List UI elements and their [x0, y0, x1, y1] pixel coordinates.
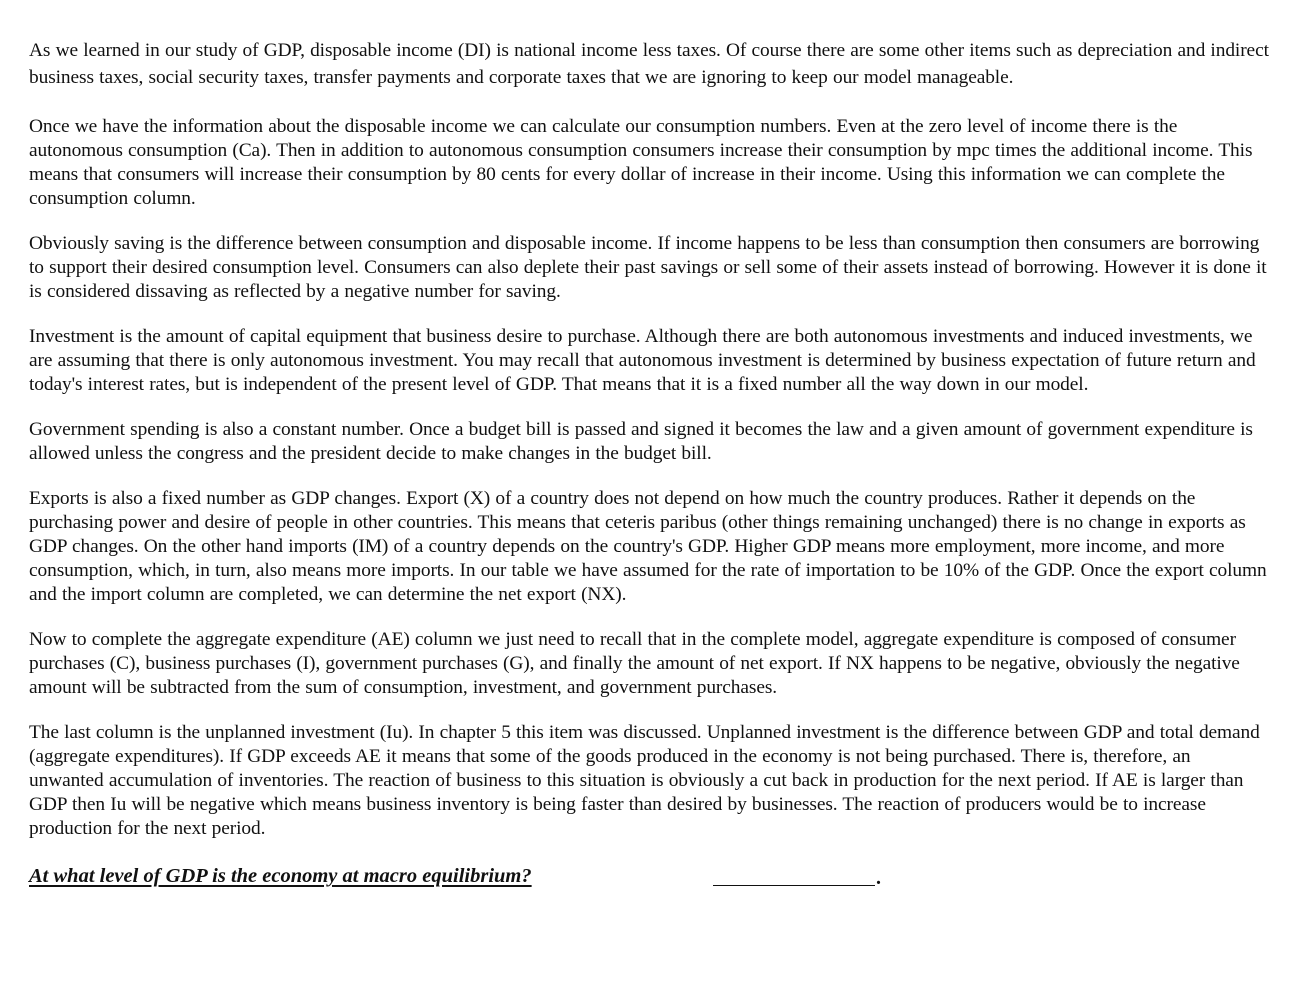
paragraph-exports-imports: Exports is also a fixed number as GDP changes. Export (X) of a country does not depend on how much the country produces. Rather it depends on the purchasing power and desire of people in other countries. This means that ceteris paribus (other things remaining unchanged) there is no change in exports as GDP changes. On the other hand imports (IM) of a country depends on the country's GDP. Higher GDP means more employment, more income, and more consumption, which, in turn, also means more imports. In our table we have assumed for the rate of importation to be 10% of the GDP. Once the export column and the import column are completed, we can determine the net export (NX).	[29, 488, 1267, 605]
answer-period: .	[876, 867, 881, 889]
equilibrium-question: At what level of GDP is the economy at macro equilibrium?	[29, 865, 532, 887]
paragraph-government-spending: Government spending is also a constant number. Once a budget bill is passed and signed it becomes the law and a given amount of government expenditure is allowed unless the congress and the president decide to make changes in the budget bill.	[29, 419, 1253, 464]
paragraph-consumption: Once we have the information about the disposable income we can calculate our consumption numbers. Even at the zero level of income there is the autonomous consumption (Ca). Then in addition to autonomous consumption consumers increase their consumption by mpc times the additional income. This means that consumers will increase their consumption by 80 cents for every dollar of increase in their income. Using this information we can complete the consumption column.	[29, 116, 1253, 209]
answer-blank-line[interactable]	[713, 885, 875, 886]
paragraph-unplanned-investment: The last column is the unplanned investment (Iu). In chapter 5 this item was discussed. Unplanned investment is the difference between GDP and total demand (aggregate expenditures). If GDP exceeds AE it means that some of the goods produced in the economy is not being purchased. There is, therefore, an unwanted accumulation of inventories. The reaction of business to this situation is obviously a cut back in production for the next period. If AE is larger than GDP then Iu will be negative which means business inventory is being faster than desired by businesses. The reaction of producers would be to increase production for the next period.	[29, 722, 1260, 839]
document-body	[29, 38, 1269, 895]
paragraph-disposable-income: As we learned in our study of GDP, disposable income (DI) is national income less taxes. Of course there are some other items such as depreciation and indirect business taxes, social security taxes, transfer payments and corporate taxes that we are ignoring to keep our model manageable.	[29, 40, 1269, 88]
question-row	[29, 865, 1269, 895]
paragraph-investment: Investment is the amount of capital equipment that business desire to purchase. Although there are both autonomous investments and induced investments, we are assuming that there is only autonomous investment. You may recall that autonomous investment is determined by business expectation of future return and today's interest rates, but is independent of the present level of GDP. That means that it is a fixed number all the way down in our model.	[29, 326, 1256, 395]
paragraph-aggregate-expenditure: Now to complete the aggregate expenditure (AE) column we just need to recall that in the complete model, aggregate expenditure is composed of consumer purchases (C), business purchases (I), government purchases (G), and finally the amount of net export. If NX happens to be negative, obviously the negative amount will be subtracted from the sum of consumption, investment, and government purchases.	[29, 629, 1240, 698]
paragraph-saving: Obviously saving is the difference between consumption and disposable income. If income happens to be less than consumption then consumers are borrowing to support their desired consumption level. Consumers can also deplete their past savings or sell some of their assets instead of borrowing. However it is done it is considered dissaving as reflected by a negative number for saving.	[29, 233, 1267, 302]
